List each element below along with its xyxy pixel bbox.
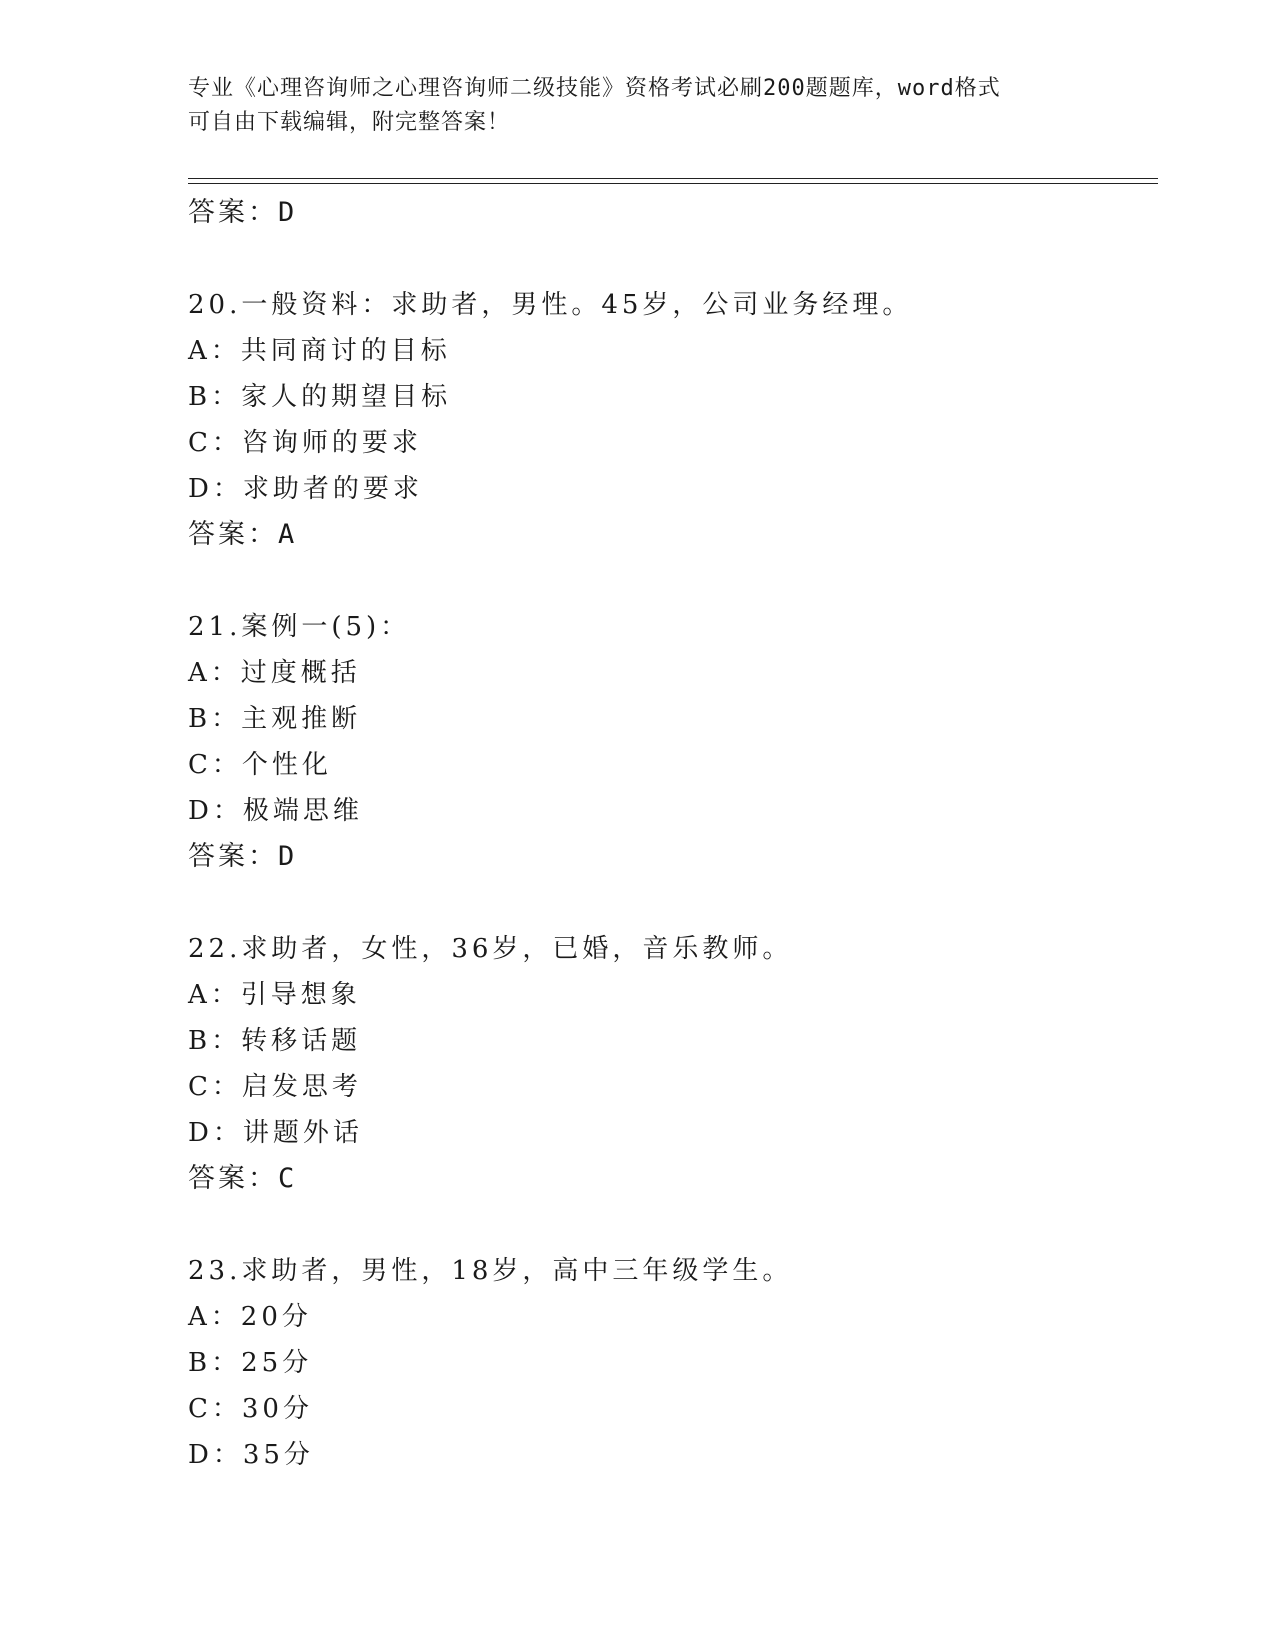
question-block-23 [188, 1248, 1148, 1478]
question-block-20 [188, 282, 1148, 558]
option-d: D：极端思维 [188, 796, 363, 826]
header-divider-top [188, 178, 1158, 179]
option-c: C：30分 [188, 1394, 313, 1424]
answer-line: 答案：D [188, 197, 298, 228]
question-list [188, 190, 1148, 1478]
spacer [188, 236, 1148, 282]
option-b: B：家人的期望目标 [188, 382, 452, 412]
spacer [188, 1202, 1148, 1248]
answer-line: 答案：D [188, 841, 298, 872]
question-text: 21.案例一(5)： [188, 612, 411, 642]
option-b: B：主观推断 [188, 704, 362, 734]
option-a: A：共同商讨的目标 [188, 336, 451, 366]
option-d: D：35分 [188, 1440, 314, 1470]
option-a: A：20分 [188, 1302, 312, 1332]
spacer [188, 880, 1148, 926]
question-block-21 [188, 604, 1148, 880]
question-text: 20.一般资料：求助者，男性。45岁，公司业务经理。 [188, 290, 913, 320]
option-d: D：讲题外话 [188, 1118, 363, 1148]
header-line-1: 专业《心理咨询师之心理咨询师二级技能》资格考试必刷200题题库，word格式 [188, 76, 1001, 101]
question-text: 23.求助者，男性，18岁，高中三年级学生。 [188, 1256, 793, 1286]
option-c: C：启发思考 [188, 1072, 362, 1102]
header-divider-bottom [188, 183, 1158, 184]
question-block-22 [188, 926, 1148, 1202]
answer-line: 答案：C [188, 1163, 298, 1194]
spacer [188, 558, 1148, 604]
option-c: C：咨询师的要求 [188, 428, 422, 458]
answer-line: 答案：A [188, 519, 298, 550]
header-line-2: 可自由下载编辑，附完整答案！ [188, 110, 511, 135]
question-text: 22.求助者，女性，36岁，已婚，音乐教师。 [188, 934, 793, 964]
option-c: C：个性化 [188, 750, 332, 780]
option-b: B：25分 [188, 1348, 313, 1378]
document-header [188, 72, 1088, 140]
option-a: A：引导想象 [188, 980, 361, 1010]
option-b: B：转移话题 [188, 1026, 362, 1056]
option-a: A：过度概括 [188, 658, 361, 688]
option-d: D：求助者的要求 [188, 474, 423, 504]
